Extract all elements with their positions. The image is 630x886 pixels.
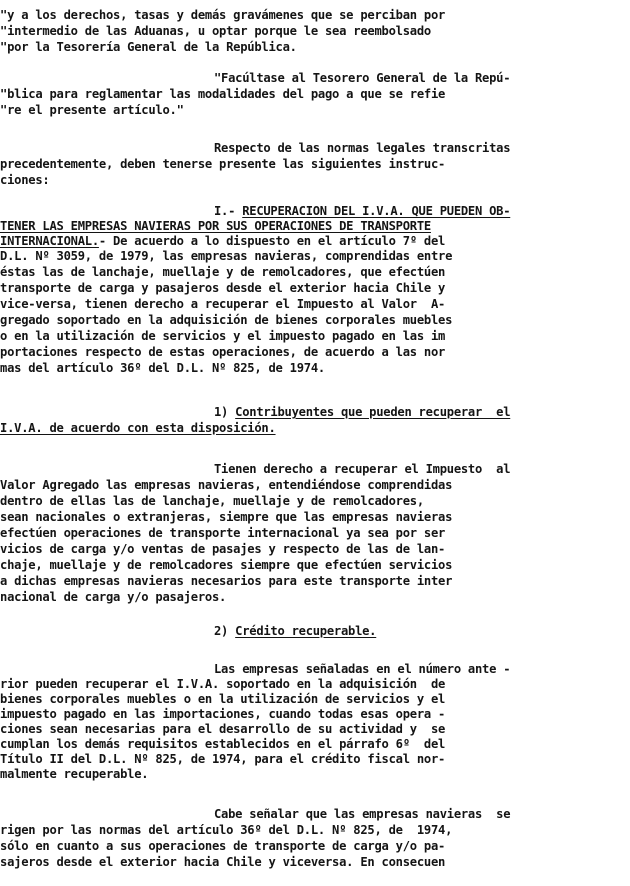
text-line: Respecto de las normas legales transcritas	[214, 141, 511, 155]
text-line: vicios de carga y/o ventas de pasajes y respecto de las de lan-	[0, 542, 446, 556]
section-heading: RECUPERACION DEL I.V.A. QUE PUEDEN OB-	[242, 204, 511, 218]
text-line: portaciones respecto de estas operaciones, de acuerdo a las nor	[0, 345, 446, 359]
section-heading-line	[214, 204, 628, 218]
subsection-heading: Crédito recuperable.	[235, 624, 377, 638]
paragraph-text: - De acuerdo a lo dispuesto en el artículo 7º del	[98, 234, 446, 248]
text-line: dentro de ellas las de lanchaje, muellaje y de remolcadores,	[0, 494, 424, 508]
text-line: ciones sean necesarias para el desarrollo de su actividad y se	[0, 722, 446, 736]
subsection-number: 1)	[214, 405, 236, 419]
subsection-number: 2)	[214, 624, 236, 638]
text-line: rigen por las normas del artículo 36º del D.L. Nº 825, de 1974,	[0, 823, 453, 837]
text-line: éstas las de lanchaje, muellaje y de remolcadores, que efectúen	[0, 265, 446, 279]
text-line: sean nacionales o extranjeras, siempre que las empresas navieras	[0, 510, 453, 524]
text-line: bienes corporales muebles o en la utilización de servicios y el	[0, 692, 446, 706]
text-line: D.L. Nº 3059, de 1979, las empresas navieras, comprendidas entre	[0, 249, 453, 263]
text-line: nacional de carga y/o pasajeros.	[0, 590, 227, 604]
text-line: "y a los derechos, tasas y demás gravámenes que se perciban por	[0, 8, 446, 22]
text-line: Cabe señalar que las empresas navieras se	[214, 807, 511, 821]
text-line: "Facúltase al Tesorero General de la Repú-	[214, 71, 511, 85]
text-line: precedentemente, deben tenerse presente las siguientes instruc-	[0, 157, 446, 171]
text-line: impuesto pagado en las importaciones, cuando todas esas opera -	[0, 707, 446, 721]
section-heading-line: TENER LAS EMPRESAS NAVIERAS POR SUS OPERACIONES DE TRANSPORTE	[0, 219, 431, 233]
subsection-heading: Contribuyentes que pueden recuperar el	[235, 405, 511, 419]
text-line: Tienen derecho a recuperar el Impuesto al	[214, 462, 511, 476]
text-line: "blica para reglamentar las modalidades del pago a que se refie	[0, 87, 446, 101]
text-line: sólo en cuanto a sus operaciones de transporte de carga y/o pa-	[0, 839, 446, 853]
subsection-heading-line	[214, 405, 628, 419]
text-line: efectúen operaciones de transporte internacional ya sea por ser	[0, 526, 446, 540]
text-line	[0, 234, 628, 248]
section-heading: INTERNACIONAL.	[0, 234, 99, 248]
text-line: rior pueden recuperar el I.V.A. soportado en la adquisición de	[0, 677, 446, 691]
text-line: "intermedio de las Aduanas, u optar porque le sea reembolsado	[0, 24, 431, 38]
text-line: a dichas empresas navieras necesarios para este transporte inter	[0, 574, 453, 588]
subsection-heading-line: I.V.A. de acuerdo con esta disposición.	[0, 421, 276, 435]
text-line: "por la Tesorería General de la República.	[0, 40, 297, 54]
section-number: I.-	[214, 204, 243, 218]
text-line: chaje, muellaje y de remolcadores siempre que efectúen servicios	[0, 558, 453, 572]
text-line: Título II del D.L. Nº 825, de 1974, para el crédito fiscal nor-	[0, 752, 446, 766]
text-line: malmente recuperable.	[0, 767, 149, 781]
text-line: "re el presente artículo."	[0, 103, 184, 117]
text-line: vice-versa, tienen derecho a recuperar el Impuesto al Valor A-	[0, 297, 446, 311]
text-line: mas del artículo 36º del D.L. Nº 825, de 1974.	[0, 361, 325, 375]
text-line: gregado soportado en la adquisición de bienes corporales muebles	[0, 313, 453, 327]
text-line: cumplan los demás requisitos establecidos en el párrafo 6º del	[0, 737, 446, 751]
subsection-heading-line	[214, 624, 628, 638]
text-line: Las empresas señaladas en el número ante -	[214, 662, 511, 676]
text-line: Valor Agregado las empresas navieras, entendiéndose comprendidas	[0, 478, 453, 492]
text-line: transporte de carga y pasajeros desde el exterior hacia Chile y	[0, 281, 446, 295]
text-line: o en la utilización de servicios y el impuesto pagado en las im	[0, 329, 446, 343]
text-line: sajeros desde el exterior hacia Chile y viceversa. En consecuen	[0, 855, 446, 869]
text-line: ciones:	[0, 173, 50, 187]
